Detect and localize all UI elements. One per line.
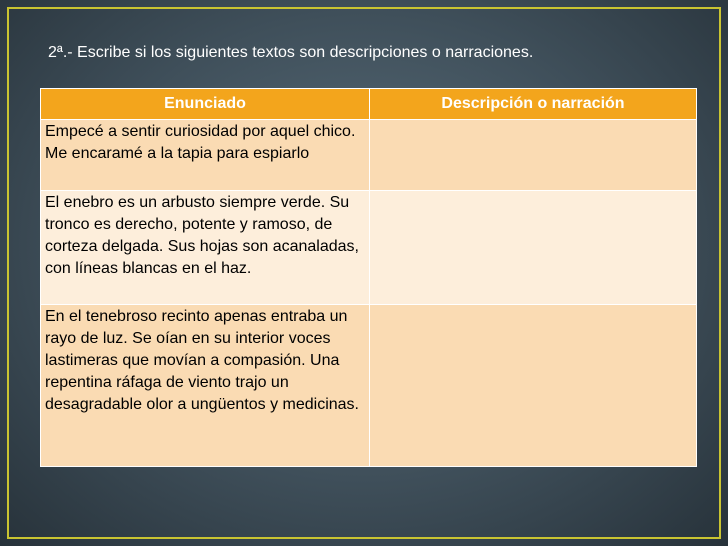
header-descripcion-narracion: Descripción o narración bbox=[370, 89, 697, 120]
table-header-row bbox=[41, 89, 697, 120]
table-row bbox=[41, 191, 697, 305]
table-row bbox=[41, 305, 697, 467]
statement-cell: En el tenebroso recinto apenas entraba un rayo de luz. Se oían en su interior voces lastimeras que movían a compasión. Una repentina ráfaga de viento trajo un desagradable olor a ungüentos y medicinas. bbox=[41, 305, 370, 467]
header-enunciado: Enunciado bbox=[41, 89, 370, 120]
statement-cell: Empecé a sentir curiosidad por aquel chico. Me encaramé a la tapia para espiarlo bbox=[41, 120, 370, 191]
answer-cell[interactable] bbox=[370, 191, 697, 305]
statement-cell: El enebro es un arbusto siempre verde. Su tronco es derecho, potente y ramoso, de corteza delgada. Sus hojas son acanaladas, con líneas blancas en el haz. bbox=[41, 191, 370, 305]
table-row bbox=[41, 120, 697, 191]
slide-title: 2ª.- Escribe si los siguientes textos son descripciones o narraciones. bbox=[48, 44, 534, 61]
answer-cell[interactable] bbox=[370, 120, 697, 191]
answer-cell[interactable] bbox=[370, 305, 697, 467]
exercise-table bbox=[40, 88, 697, 467]
